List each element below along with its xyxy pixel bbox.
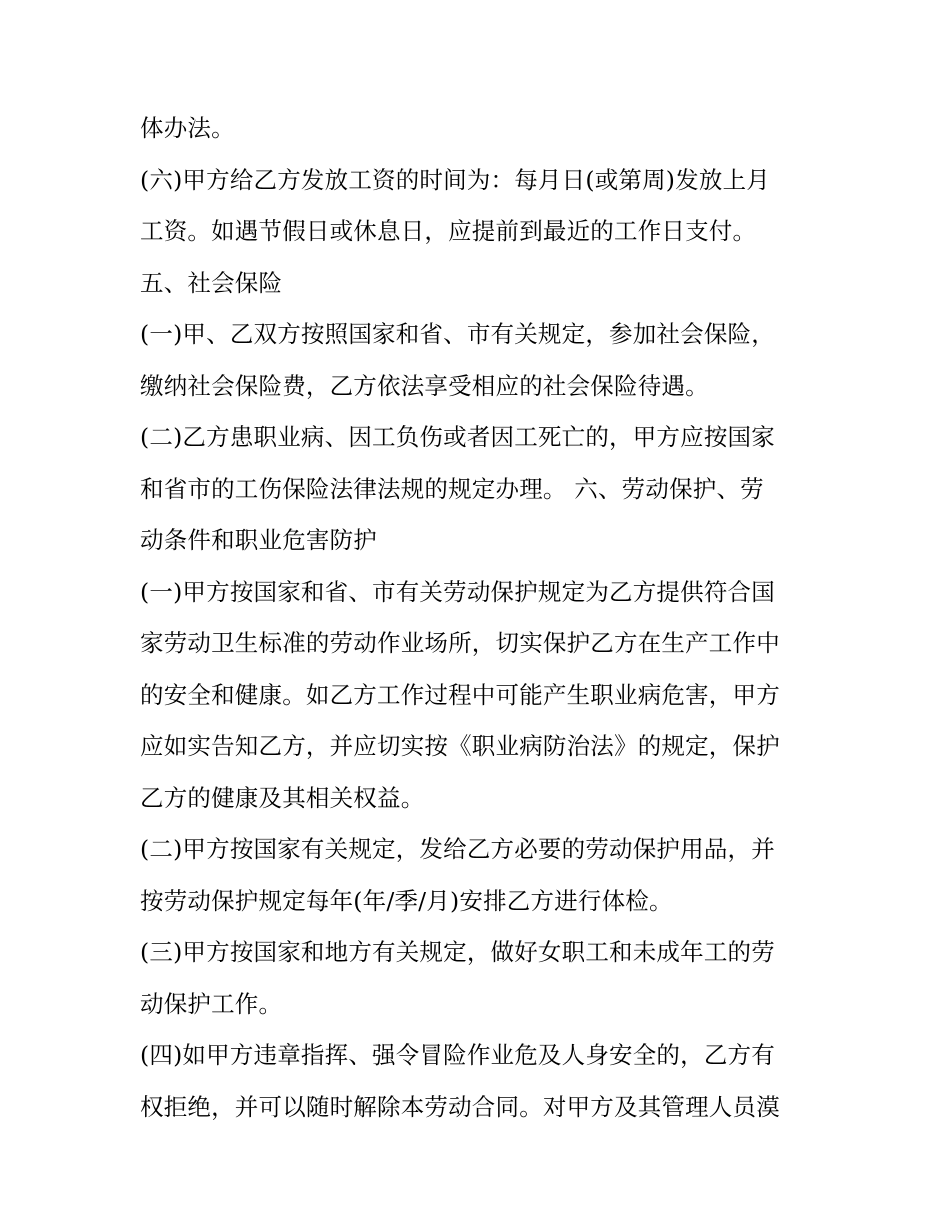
- text-line: (三)甲方按国家和地方有关规定，做好女职工和未成年工的劳: [140, 938, 775, 966]
- text-line: 家劳动卫生标准的劳动作业场所，切实保护乙方在生产工作中: [140, 629, 780, 657]
- document-body: [140, 103, 830, 1133]
- section-heading: 五、社会保险: [140, 268, 283, 297]
- text-line: 按劳动保护规定每年(年/季/月)安排乙方进行体检。: [140, 886, 673, 915]
- text-line: (一)甲方按国家和省、市有关劳动保护规定为乙方提供符合国: [140, 577, 775, 606]
- text-line: 动条件和职业危害防护: [140, 526, 377, 554]
- text-line: (六)甲方给乙方发放工资的时间为：每月日(或第周)发放上月: [140, 165, 770, 194]
- text-line: 应如实告知乙方，并应切实按《职业病防治法》的规定，保护: [140, 732, 780, 760]
- text-line: (一)甲、乙双方按照国家和省、市有关规定，参加社会保险，: [140, 320, 775, 348]
- text-line: (四)如甲方违章指挥、强令冒险作业危及人身安全的，乙方有: [140, 1041, 775, 1069]
- text-line: 缴纳社会保险费，乙方依法享受相应的社会保险待遇。: [140, 371, 709, 400]
- text-line: 动保护工作。: [140, 989, 283, 1018]
- text-line: (二)甲方按国家有关规定，发给乙方必要的劳动保护用品，并: [140, 835, 775, 863]
- text-line: (二)乙方患职业病、因工负伤或者因工死亡的，甲方应按国家: [140, 423, 775, 451]
- text-line: 体办法。: [140, 114, 235, 142]
- text-line: 和省市的工伤保险法律法规的规定办理。 六、劳动保护、劳: [140, 474, 764, 503]
- text-line: 权拒绝，并可以随时解除本劳动合同。对甲方及其管理人员漠: [140, 1092, 780, 1121]
- text-line: 乙方的健康及其相关权益。: [140, 783, 425, 812]
- text-line: 的安全和健康。如乙方工作过程中可能产生职业病危害，甲方: [140, 680, 780, 709]
- text-line: 工资。如遇节假日或休息日，应提前到最近的工作日支付。: [140, 217, 757, 245]
